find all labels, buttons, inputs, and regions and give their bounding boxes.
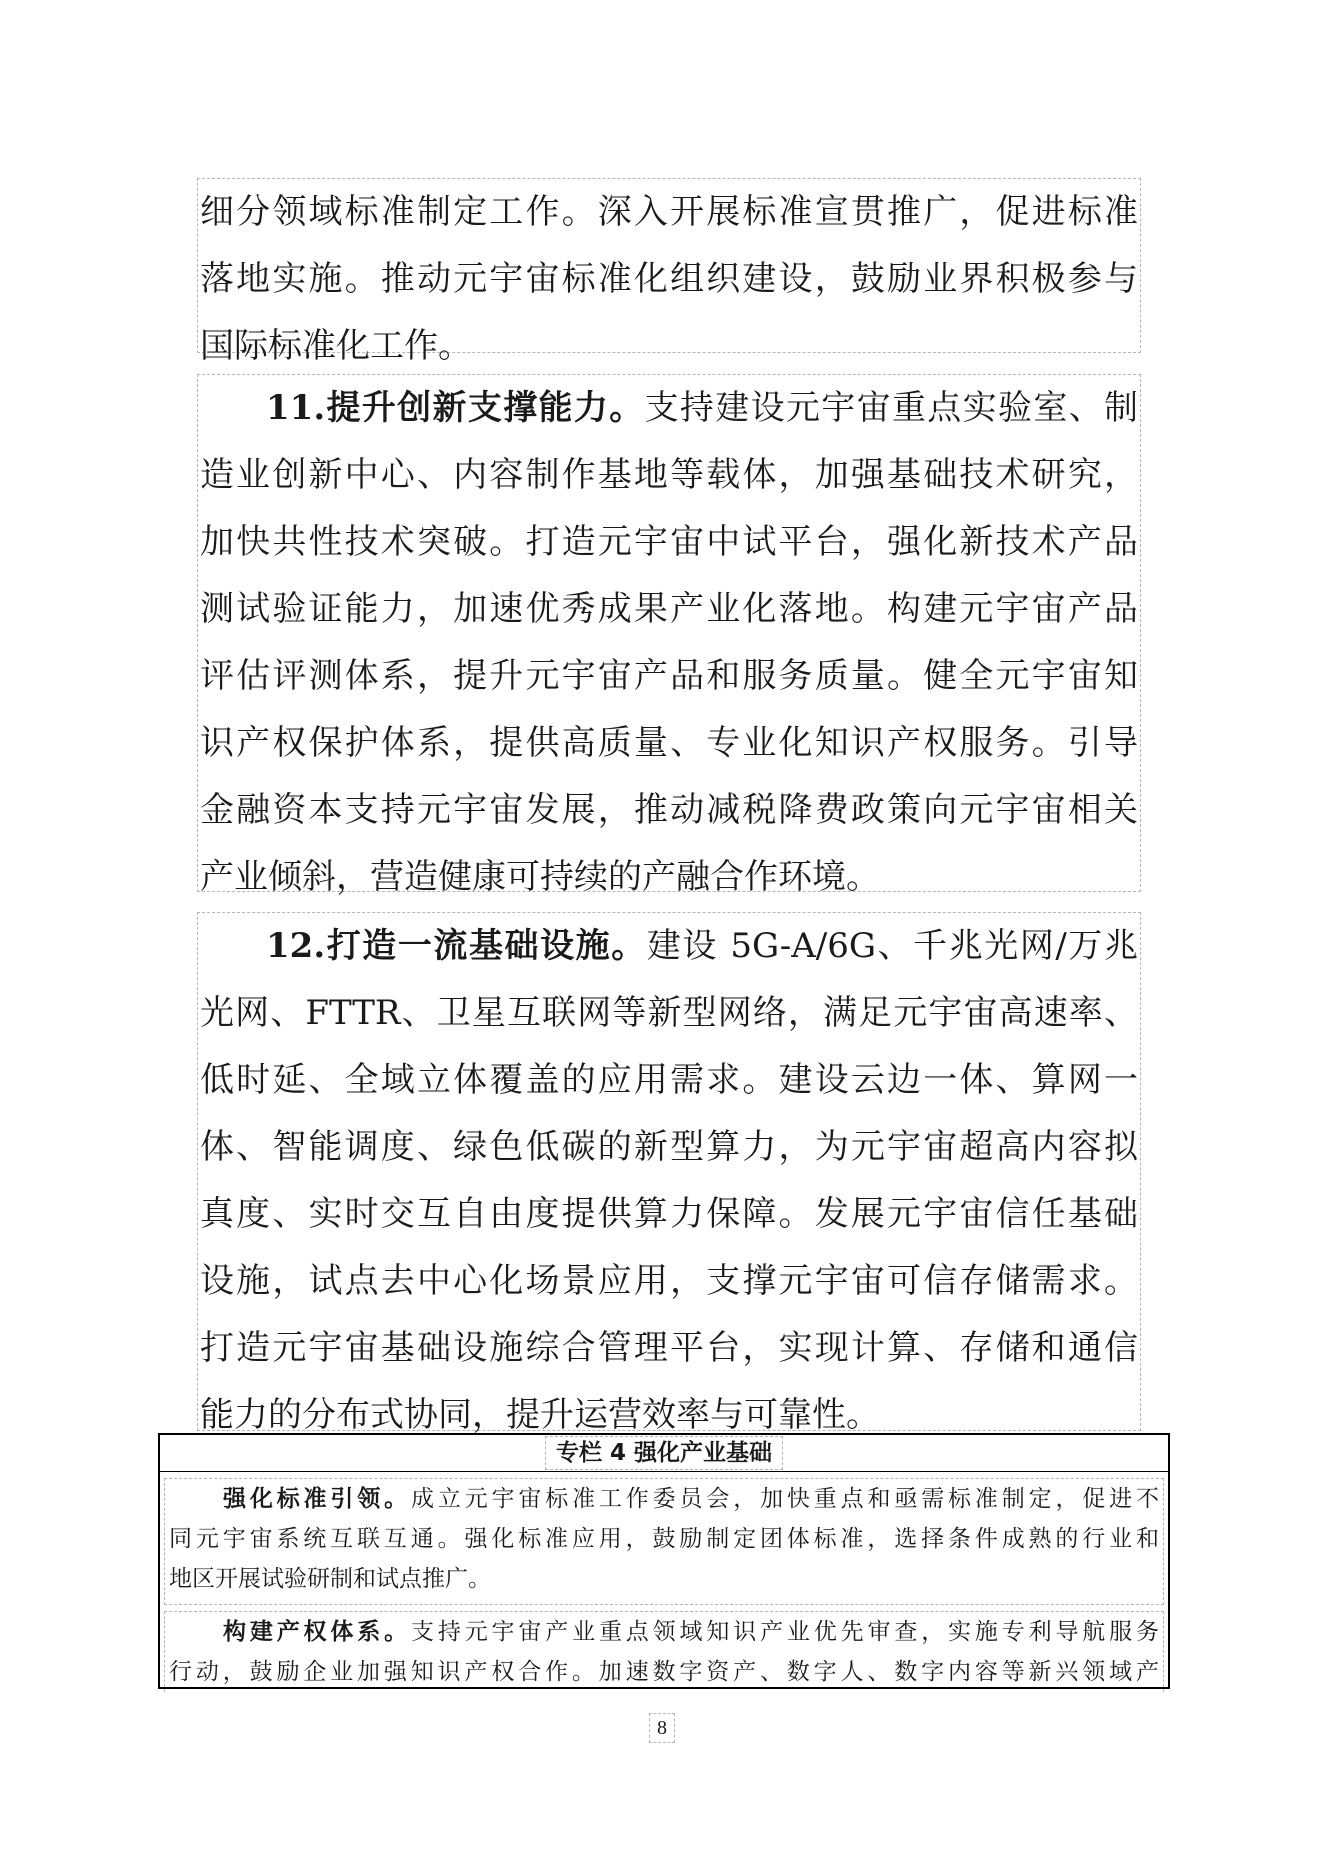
text-line: 打造元宇宙基础设施综合管理平台，实现计算、存储和通信 [200, 1328, 1138, 1368]
special-item-ip-system [164, 1611, 1164, 1692]
text-line: 落地实施。推动元宇宙标准化组织建设，鼓励业界积极参与 [200, 259, 1138, 299]
special-column-header [160, 1435, 1168, 1472]
text-line: 产业倾斜，营造健康可持续的产融合作环境。 [200, 857, 880, 897]
text-line: 造业创新中心、内容制作基地等载体，加强基础技术研究， [200, 455, 1138, 495]
special-column-box [158, 1433, 1170, 1689]
text-line: 光网、FTTR、卫星互联网等新型网络，满足元宇宙高速率、 [200, 993, 1138, 1033]
item-line: 地区开展试验研制和试点推广。 [169, 1566, 491, 1592]
text-line: 国际标准化工作。 [200, 326, 472, 366]
paragraph-infrastructure [197, 912, 1141, 1435]
text-line: 体、智能调度、绿色低碳的新型算力，为元宇宙超高内容拟 [200, 1127, 1138, 1167]
text-line: 金融资本支持元宇宙发展，推动减税降费政策向元宇宙相关 [200, 790, 1138, 830]
paragraph-innovation-support [197, 374, 1141, 897]
page-number: 8 [649, 1713, 675, 1743]
item-text: 支持元宇宙产业重点领域知识产业优先审查，实施专利导航服务 [410, 1619, 1160, 1645]
paragraph-heading: 11.提升创新支撑能力。 [266, 388, 645, 428]
text-line: 真度、实时交互自由度提供算力保障。发展元宇宙信任基础 [200, 1194, 1138, 1234]
special-column-title: 专栏 4 强化产业基础 [545, 1436, 783, 1470]
item-line: 同元宇宙系统互联互通。强化标准应用，鼓励制定团体标准，选择条件成熟的行业和 [169, 1526, 1159, 1552]
text-line: 测试验证能力，加速优秀成果产业化落地。构建元宇宙产品 [200, 589, 1138, 629]
paragraph-first-line [200, 913, 1138, 980]
paragraph-text: 支持建设元宇宙重点实验室、制 [644, 388, 1138, 428]
special-item-standards [164, 1478, 1164, 1605]
item-line: 行动，鼓励企业加强知识产权合作。加速数字资产、数字人、数字内容等新兴领域产 [169, 1659, 1159, 1685]
paragraph-standards-continuation [197, 178, 1141, 366]
text-line: 识产权保护体系，提供高质量、专业化知识产权服务。引导 [200, 723, 1138, 763]
item-heading: 强化标准引领。 [223, 1485, 411, 1512]
item-first-line [165, 1479, 1163, 1519]
item-text: 成立元宇宙标准工作委员会，加快重点和亟需标准制定，促进不 [410, 1486, 1160, 1512]
text-line: 加快共性技术突破。打造元宇宙中试平台，强化新技术产品 [200, 522, 1138, 562]
text-line: 评估评测体系，提升元宇宙产品和服务质量。健全元宇宙知 [200, 656, 1138, 696]
paragraph-text: 建设 5G-A/6G、千兆光网/万兆 [646, 926, 1138, 966]
text-line: 设施，试点去中心化场景应用，支撑元宇宙可信存储需求。 [200, 1261, 1138, 1301]
paragraph-first-line [200, 375, 1138, 442]
text-line: 细分领域标准制定工作。深入开展标准宣贯推广，促进标准 [200, 192, 1138, 232]
item-first-line [165, 1612, 1163, 1652]
paragraph-heading: 12.打造一流基础设施。 [266, 926, 647, 966]
text-line: 能力的分布式协同，提升运营效率与可靠性。 [200, 1395, 880, 1435]
text-line: 低时延、全域立体覆盖的应用需求。建设云边一体、算网一 [200, 1060, 1138, 1100]
item-heading: 构建产权体系。 [223, 1618, 411, 1645]
